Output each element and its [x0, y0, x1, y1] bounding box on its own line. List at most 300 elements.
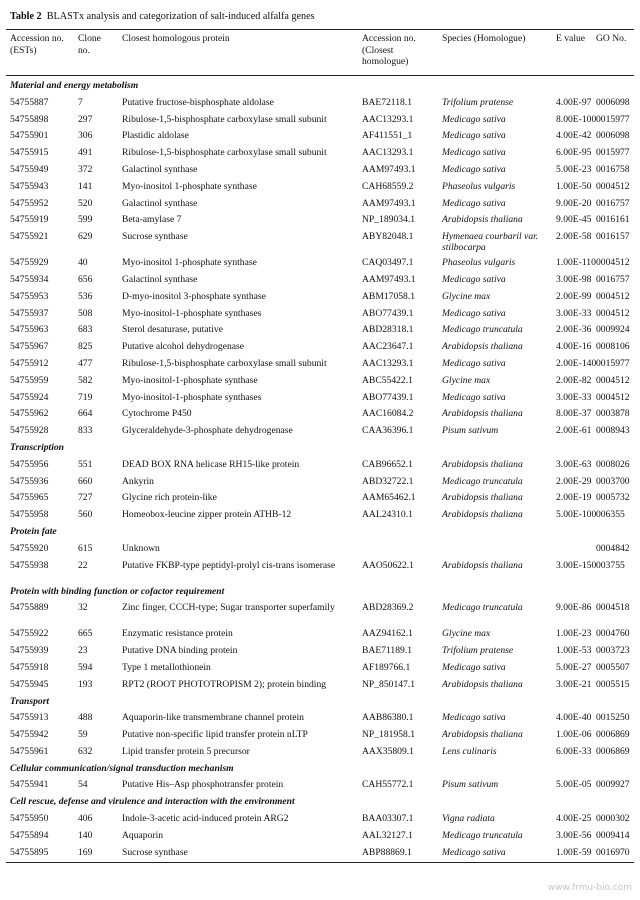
homologue-accession-cell: AAO50622.1 — [362, 559, 414, 571]
protein-cell: Ribulose-1,5-bisphosphate carboxylase small subunit — [122, 357, 327, 369]
go-cell: 0016757 — [596, 197, 630, 209]
species-cell: Medicago sativa — [442, 846, 506, 858]
clone-cell: 719 — [78, 391, 93, 403]
go-cell: 0006869 — [596, 745, 630, 757]
table-row — [0, 373, 640, 390]
species-cell: Medicago sativa — [442, 307, 506, 319]
go-cell: 0005732 — [596, 492, 630, 504]
table-row — [0, 828, 640, 845]
go-cell: 0004512 — [596, 257, 630, 269]
accession-cell: 54755958 — [10, 509, 49, 521]
species-cell: Pisum sativum — [442, 425, 499, 437]
table-row — [0, 179, 640, 196]
species-cell: Medicago sativa — [442, 273, 506, 285]
accession-cell: 54755963 — [10, 324, 49, 336]
table-row — [0, 600, 640, 626]
go-cell: 0015977 — [596, 113, 630, 125]
table-row — [0, 474, 640, 491]
protein-cell: Type 1 metallothionein — [122, 661, 211, 673]
homologue-accession-cell: AF189766.1 — [362, 661, 411, 673]
category-label: Protein with binding function or cofactor requirement — [10, 585, 225, 597]
species-cell: Medicago sativa — [442, 113, 506, 125]
accession-cell: 54755938 — [10, 559, 49, 571]
protein-cell: D-myo-inositol 3-phosphate synthase — [122, 290, 266, 302]
species-cell: Arabidopsis thaliana — [442, 492, 523, 504]
protein-cell: Cytochrome P450 — [122, 408, 192, 420]
accession-cell: 54755913 — [10, 712, 49, 724]
table-row — [0, 660, 640, 677]
accession-cell: 54755898 — [10, 113, 49, 125]
header-accession: Accession no. (ESTs) — [10, 33, 64, 56]
evalue-cell: 3.00E-21 — [556, 678, 592, 690]
clone-cell: 656 — [78, 273, 93, 285]
homologue-accession-cell: ABP88869.1 — [362, 846, 412, 858]
evalue-cell: 3.00E-98 — [556, 273, 592, 285]
accession-cell: 54755956 — [10, 458, 49, 470]
evalue-cell: 8.00E-37 — [556, 408, 592, 420]
category-row — [0, 524, 640, 541]
clone-cell: 169 — [78, 846, 93, 858]
homologue-accession-cell: AAL24310.1 — [362, 509, 413, 521]
homologue-accession-cell: ABC55422.1 — [362, 374, 413, 386]
evalue-cell: 3.00E-33 — [556, 391, 592, 403]
homologue-accession-cell: AAB86380.1 — [362, 712, 414, 724]
go-cell: 0004518 — [596, 602, 630, 614]
table-header — [0, 30, 640, 72]
go-cell: 0004512 — [596, 374, 630, 386]
homologue-accession-cell: ABD28318.1 — [362, 324, 414, 336]
table-row — [0, 457, 640, 474]
table-row — [0, 423, 640, 440]
table-row — [0, 112, 640, 129]
table-row — [0, 558, 640, 584]
go-cell: 0015977 — [596, 357, 630, 369]
protein-cell: DEAD BOX RNA helicase RH15-like protein — [122, 458, 300, 470]
clone-cell: 54 — [78, 779, 88, 791]
accession-cell: 54755936 — [10, 475, 49, 487]
protein-cell: Glyceraldehyde-3-phosphate dehydrogenase — [122, 425, 293, 437]
go-cell: 0006098 — [596, 96, 630, 108]
species-cell: Medicago sativa — [442, 357, 506, 369]
protein-cell: Aquaporin-like transmembrane channel protein — [122, 712, 304, 724]
protein-cell: Myo-inositol-1-phosphate synthases — [122, 391, 262, 403]
evalue-cell: 2.00E-36 — [556, 324, 592, 336]
protein-cell: Myo-inositol 1-phosphate synthase — [122, 180, 257, 192]
evalue-cell: 2.00E-19 — [556, 492, 592, 504]
accession-cell: 54755949 — [10, 163, 49, 175]
table-row — [0, 162, 640, 179]
accession-cell: 54755920 — [10, 542, 49, 554]
evalue-cell: 1.00E-59 — [556, 846, 592, 858]
clone-cell: 22 — [78, 559, 88, 571]
go-cell: 003755 — [596, 559, 625, 571]
table-row — [0, 406, 640, 423]
category-label: Transcription — [10, 441, 65, 453]
species-cell: Vigna radiata — [442, 813, 495, 825]
protein-cell: Plastidic aldolase — [122, 130, 189, 142]
go-cell: 0009927 — [596, 779, 630, 791]
protein-cell: Ribulose-1,5-bisphosphate carboxylase small subunit — [122, 113, 327, 125]
homologue-accession-cell: CAH55772.1 — [362, 779, 414, 791]
accession-cell: 54755945 — [10, 678, 49, 690]
protein-cell: Putative DNA binding protein — [122, 645, 238, 657]
table-row — [0, 811, 640, 828]
accession-cell: 54755939 — [10, 645, 49, 657]
go-cell: 0006098 — [596, 130, 630, 142]
accession-cell: 54755965 — [10, 492, 49, 504]
accession-cell: 54755952 — [10, 197, 49, 209]
evalue-cell: 9.00E-86 — [556, 602, 592, 614]
table-row — [0, 727, 640, 744]
protein-cell: Galactinol synthase — [122, 163, 198, 175]
clone-cell: 615 — [78, 542, 93, 554]
species-cell: Phaseolus vulgaris — [442, 257, 516, 269]
species-cell: Arabidopsis thaliana — [442, 729, 523, 741]
table-caption — [10, 11, 315, 23]
protein-cell: RPT2 (ROOT PHOTOTROPISM 2); protein binding — [122, 678, 327, 690]
clone-cell: 560 — [78, 509, 93, 521]
species-cell: Medicago truncatula — [442, 475, 523, 487]
go-cell: 0016757 — [596, 273, 630, 285]
evalue-cell: 9.00E-20 — [556, 197, 592, 209]
table-row — [0, 229, 640, 255]
homologue-accession-cell: CAH68559.2 — [362, 180, 414, 192]
clone-cell: 660 — [78, 475, 93, 487]
go-cell: 0004842 — [596, 542, 630, 554]
accession-cell: 54755889 — [10, 602, 49, 614]
table-row — [0, 490, 640, 507]
clone-cell: 477 — [78, 357, 93, 369]
evalue-cell: 1.00E-06 — [556, 729, 592, 741]
go-cell: 0004512 — [596, 180, 630, 192]
go-cell: 0004512 — [596, 391, 630, 403]
homologue-accession-cell: ABO77439.1 — [362, 391, 414, 403]
species-cell: Medicago sativa — [442, 163, 506, 175]
evalue-cell: 2.00E-82 — [556, 374, 592, 386]
protein-cell: Unknown — [122, 542, 160, 554]
homologue-accession-cell: AAZ94162.1 — [362, 628, 413, 640]
accession-cell: 54755937 — [10, 307, 49, 319]
evalue-cell: 3.00E-33 — [556, 307, 592, 319]
species-cell: Arabidopsis thaliana — [442, 341, 523, 353]
go-cell: 0016161 — [596, 214, 630, 226]
protein-cell: Ankyrin — [122, 475, 154, 487]
species-cell: Trifolium pratense — [442, 96, 514, 108]
go-cell: 0003723 — [596, 645, 630, 657]
clone-cell: 140 — [78, 829, 93, 841]
go-cell: 0016970 — [596, 846, 630, 858]
table-row — [0, 710, 640, 727]
species-cell: Glycine max — [442, 628, 491, 640]
table-body — [0, 78, 640, 863]
homologue-accession-cell: ABY82048.1 — [362, 231, 414, 243]
homologue-accession-cell: NP_850147.1 — [362, 678, 416, 690]
go-cell: 0004760 — [596, 628, 630, 640]
species-cell: Medicago truncatula — [442, 829, 523, 841]
species-cell: Hymenaea courbaril var. stilbocarpa — [442, 231, 539, 254]
go-cell: 0004512 — [596, 290, 630, 302]
table-row — [0, 145, 640, 162]
go-cell: 0015977 — [596, 147, 630, 159]
clone-cell: 629 — [78, 231, 93, 243]
clone-cell: 683 — [78, 324, 93, 336]
protein-cell: Putative fructose-bisphosphate aldolase — [122, 96, 274, 108]
table-row — [0, 289, 640, 306]
evalue-cell: 5.00E-27 — [556, 661, 592, 673]
protein-cell: Lipid transfer protein 5 precursor — [122, 745, 250, 757]
homologue-accession-cell: CAB96652.1 — [362, 458, 413, 470]
protein-cell: Aquaporin — [122, 829, 164, 841]
header-homologue-accession: Accession no. (Closest homologue) — [362, 33, 416, 67]
homologue-accession-cell: AAX35809.1 — [362, 745, 414, 757]
evalue-cell: 4.00E-42 — [556, 130, 592, 142]
protein-cell: Myo-inositol-1-phosphate synthase — [122, 374, 258, 386]
protein-cell: Myo-inositol 1-phosphate synthase — [122, 257, 257, 269]
accession-cell: 54755894 — [10, 829, 49, 841]
evalue-cell: 4.00E-97 — [556, 96, 592, 108]
homologue-accession-cell: AAM97493.1 — [362, 163, 416, 175]
species-cell: Trifolium pratense — [442, 645, 514, 657]
header-protein: Closest homologous protein — [122, 33, 230, 44]
evalue-cell: 2.00E-99 — [556, 290, 592, 302]
table-row — [0, 356, 640, 373]
table-row — [0, 845, 640, 862]
evalue-cell: 4.00E-25 — [556, 813, 592, 825]
evalue-cell: 2.00E-140 — [556, 357, 597, 369]
table-row — [0, 196, 640, 213]
species-cell: Arabidopsis thaliana — [442, 559, 523, 571]
clone-cell: 491 — [78, 147, 93, 159]
clone-cell: 306 — [78, 130, 93, 142]
clone-cell: 23 — [78, 645, 88, 657]
clone-cell: 664 — [78, 408, 93, 420]
category-row — [0, 584, 640, 601]
clone-cell: 372 — [78, 163, 93, 175]
table-row — [0, 541, 640, 558]
evalue-cell: 5.00E-05 — [556, 779, 592, 791]
accession-cell: 54755921 — [10, 231, 49, 243]
evalue-cell: 9.00E-45 — [556, 214, 592, 226]
homologue-accession-cell: AAC13293.1 — [362, 113, 414, 125]
evalue-cell: 5.00E-100 — [556, 509, 597, 521]
table-row — [0, 272, 640, 289]
header-species: Species (Homologue) — [442, 33, 526, 44]
go-cell: 006355 — [596, 509, 625, 521]
bottom-rule — [6, 862, 634, 863]
table-row — [0, 322, 640, 339]
go-cell: 0003700 — [596, 475, 630, 487]
table-title: BLASTx analysis and categorization of salt-induced alfalfa genes — [46, 11, 315, 22]
protein-cell: Putative FKBP-type peptidyl-prolyl cis-trans isomerase — [122, 559, 336, 571]
homologue-accession-cell: AAL32127.1 — [362, 829, 413, 841]
accession-cell: 54755901 — [10, 130, 49, 142]
clone-cell: 833 — [78, 425, 93, 437]
clone-cell: 488 — [78, 712, 93, 724]
species-cell: Medicago sativa — [442, 661, 506, 673]
table-row — [0, 744, 640, 761]
go-cell: 0003878 — [596, 408, 630, 420]
table-row — [0, 306, 640, 323]
accession-cell: 54755915 — [10, 147, 49, 159]
protein-cell: Putative His–Asp phosphotransfer protein — [122, 779, 284, 791]
homologue-accession-cell: ABM17058.1 — [362, 290, 416, 302]
table-row — [0, 95, 640, 112]
clone-cell: 727 — [78, 492, 93, 504]
clone-cell: 32 — [78, 602, 88, 614]
homologue-accession-cell: BAE71189.1 — [362, 645, 413, 657]
homologue-accession-cell: AAC16084.2 — [362, 408, 414, 420]
go-cell: 0008943 — [596, 425, 630, 437]
protein-cell: Sterol desaturase, putative — [122, 324, 223, 336]
clone-cell: 665 — [78, 628, 93, 640]
accession-cell: 54755929 — [10, 257, 49, 269]
table-row — [0, 255, 640, 272]
species-cell: Arabidopsis thaliana — [442, 408, 523, 420]
header-rule — [6, 75, 634, 76]
homologue-accession-cell: AF411551_1 — [362, 130, 413, 142]
species-cell: Arabidopsis thaliana — [442, 509, 523, 521]
go-cell: 0016157 — [596, 231, 630, 243]
protein-cell: Homeobox-leucine zipper protein ATHB-12 — [122, 509, 292, 521]
accession-cell: 54755922 — [10, 628, 49, 640]
evalue-cell: 3.00E-63 — [556, 458, 592, 470]
go-cell: 0008106 — [596, 341, 630, 353]
go-cell: 0015250 — [596, 712, 630, 724]
protein-cell: Beta-amylase 7 — [122, 214, 182, 226]
species-cell: Glycine max — [442, 290, 491, 302]
protein-cell: Galactinol synthase — [122, 197, 198, 209]
species-cell: Medicago truncatula — [442, 324, 523, 336]
table-row — [0, 777, 640, 794]
species-cell: Medicago truncatula — [442, 602, 523, 614]
table-row — [0, 128, 640, 145]
clone-cell: 599 — [78, 214, 93, 226]
category-row — [0, 78, 640, 95]
species-cell: Glycine max — [442, 374, 491, 386]
homologue-accession-cell: AAC13293.1 — [362, 147, 414, 159]
clone-cell: 193 — [78, 678, 93, 690]
protein-cell: Zinc finger, CCCH-type; Sugar transporter superfamily — [122, 602, 335, 614]
protein-cell: Enzymatic resistance protein — [122, 628, 233, 640]
go-cell: 0000302 — [596, 813, 630, 825]
protein-cell: Ribulose-1,5-bisphosphate carboxylase small subunit — [122, 147, 327, 159]
header-go: GO No. — [596, 33, 627, 44]
clone-cell: 632 — [78, 745, 93, 757]
table-label: Table 2 — [10, 11, 42, 22]
homologue-accession-cell: NP_189034.1 — [362, 214, 416, 226]
homologue-accession-cell: AAM97493.1 — [362, 197, 416, 209]
protein-cell: Indole-3-acetic acid-induced protein ARG2 — [122, 813, 289, 825]
table-row — [0, 643, 640, 660]
category-label: Transport — [10, 695, 50, 707]
accession-cell: 54755919 — [10, 214, 49, 226]
go-cell: 0008026 — [596, 458, 630, 470]
accession-cell: 54755950 — [10, 813, 49, 825]
header-clone: Clone no. — [78, 33, 101, 56]
homologue-accession-cell: ABO77439.1 — [362, 307, 414, 319]
clone-cell: 297 — [78, 113, 93, 125]
accession-cell: 54755924 — [10, 391, 49, 403]
go-cell: 0009414 — [596, 829, 630, 841]
evalue-cell: 4.00E-40 — [556, 712, 592, 724]
clone-cell: 40 — [78, 257, 88, 269]
homologue-accession-cell: AAC23647.1 — [362, 341, 414, 353]
accession-cell: 54755912 — [10, 357, 49, 369]
accession-cell: 54755895 — [10, 846, 49, 858]
evalue-cell: 1.00E-110 — [556, 257, 596, 269]
accession-cell: 54755953 — [10, 290, 49, 302]
evalue-cell: 1.00E-23 — [556, 628, 592, 640]
accession-cell: 54755961 — [10, 745, 49, 757]
homologue-accession-cell: BAE72118.1 — [362, 96, 413, 108]
go-cell: 0005507 — [596, 661, 630, 673]
evalue-cell: 2.00E-58 — [556, 231, 592, 243]
table-row — [0, 507, 640, 524]
clone-cell: 406 — [78, 813, 93, 825]
evalue-cell: 2.00E-61 — [556, 425, 592, 437]
clone-cell: 59 — [78, 729, 88, 741]
protein-cell: Putative non-specific lipid transfer protein nLTP — [122, 729, 308, 741]
species-cell: Medicago sativa — [442, 391, 506, 403]
category-label: Protein fate — [10, 525, 57, 537]
homologue-accession-cell: ABD32722.1 — [362, 475, 414, 487]
accession-cell: 54755918 — [10, 661, 49, 673]
header-evalue: E value — [556, 33, 586, 44]
clone-cell: 536 — [78, 290, 93, 302]
protein-cell: Sucrose synthase — [122, 846, 188, 858]
evalue-cell: 4.00E-16 — [556, 341, 592, 353]
clone-cell: 520 — [78, 197, 93, 209]
protein-cell: Glycine rich protein-like — [122, 492, 217, 504]
protein-cell: Galactinol synthase — [122, 273, 198, 285]
accession-cell: 54755934 — [10, 273, 49, 285]
species-cell: Arabidopsis thaliana — [442, 214, 523, 226]
clone-cell: 508 — [78, 307, 93, 319]
species-cell: Phaseolus vulgaris — [442, 180, 516, 192]
table-row — [0, 626, 640, 643]
table-row — [0, 339, 640, 356]
accession-cell: 54755887 — [10, 96, 49, 108]
homologue-accession-cell: BAA03307.1 — [362, 813, 414, 825]
go-cell: 0006869 — [596, 729, 630, 741]
homologue-accession-cell: AAM65462.1 — [362, 492, 416, 504]
species-cell: Arabidopsis thaliana — [442, 458, 523, 470]
species-cell: Medicago sativa — [442, 197, 506, 209]
category-row — [0, 694, 640, 711]
homologue-accession-cell: AAC13293.1 — [362, 357, 414, 369]
clone-cell: 582 — [78, 374, 93, 386]
watermark: www.frmu-bio.com — [547, 883, 632, 894]
homologue-accession-cell: ABD28369.2 — [362, 602, 414, 614]
category-label: Cell rescue, defense and virulence and interaction with the environment — [10, 796, 295, 808]
evalue-cell: 1.00E-53 — [556, 645, 592, 657]
evalue-cell: 2.00E-29 — [556, 475, 592, 487]
evalue-cell: 3.00E-56 — [556, 829, 592, 841]
homologue-accession-cell: NP_181958.1 — [362, 729, 416, 741]
species-cell: Lens culinaris — [442, 745, 497, 757]
accession-cell: 54755942 — [10, 729, 49, 741]
table-row — [0, 677, 640, 694]
species-cell: Arabidopsis thaliana — [442, 678, 523, 690]
species-cell: Medicago sativa — [442, 712, 506, 724]
category-row — [0, 761, 640, 778]
evalue-cell: 3.00E-150 — [556, 559, 597, 571]
accession-cell: 54755959 — [10, 374, 49, 386]
protein-cell: Myo-inositol-1-phosphate synthases — [122, 307, 262, 319]
clone-cell: 551 — [78, 458, 93, 470]
category-label: Material and energy metabolism — [10, 80, 139, 91]
accession-cell: 54755941 — [10, 779, 49, 791]
